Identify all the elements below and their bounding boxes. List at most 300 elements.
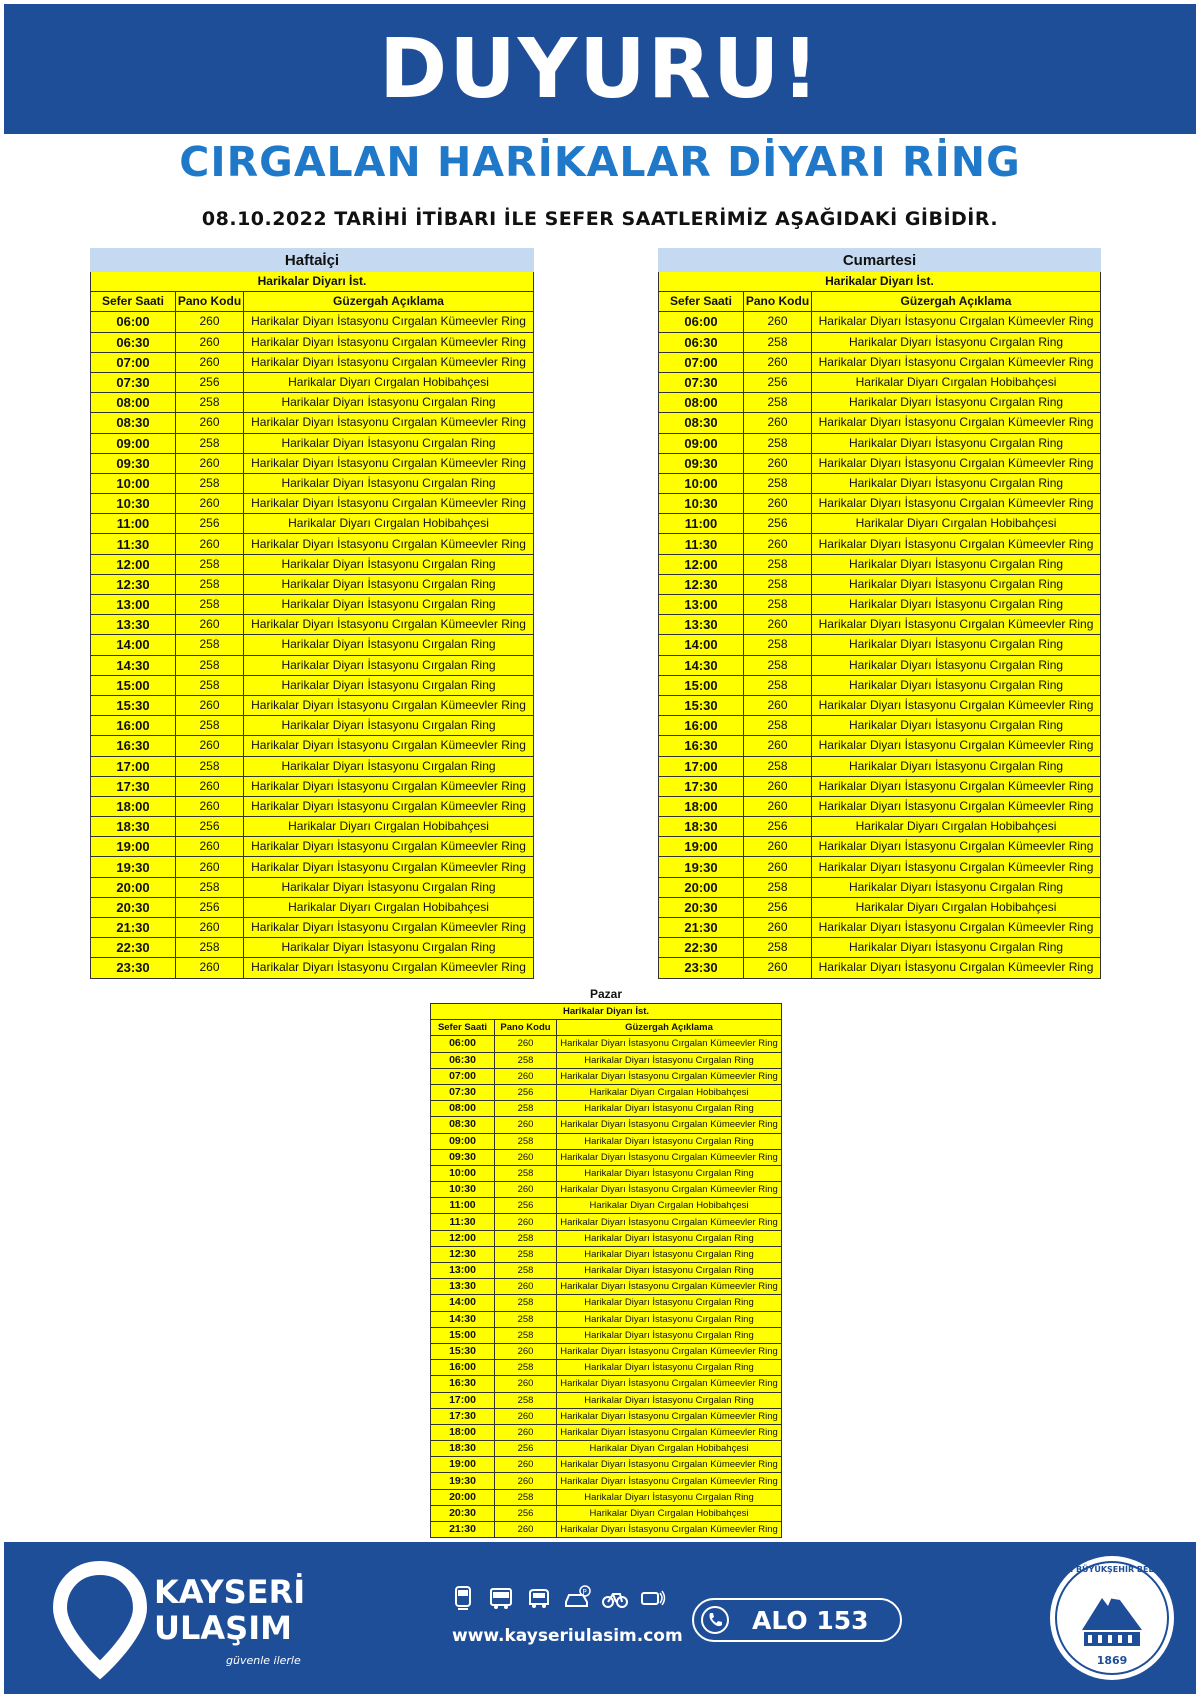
departure-time: 11:30: [91, 534, 176, 554]
table-row: [431, 1295, 782, 1311]
table-row: [431, 1036, 782, 1052]
board-code: 258: [495, 1165, 557, 1181]
route-description: Harikalar Diyarı İstasyonu Cırgalan Ring: [557, 1311, 782, 1327]
departure-time: 07:30: [431, 1084, 495, 1100]
board-code: 260: [495, 1068, 557, 1084]
board-code: 256: [744, 897, 812, 917]
route-description: Harikalar Diyarı İstasyonu Cırgalan Kümeevler Ring: [557, 1376, 782, 1392]
table-row: [91, 534, 534, 554]
header-board-code: Pano Kodu: [176, 292, 244, 312]
board-code: 260: [744, 796, 812, 816]
board-code: 258: [495, 1360, 557, 1376]
table-row: [659, 716, 1101, 736]
brand-tagline: güvenle ilerle: [226, 1654, 301, 1667]
route-description: Harikalar Diyarı İstasyonu Cırgalan Kümeevler Ring: [812, 776, 1101, 796]
departure-time: 20:30: [431, 1505, 495, 1521]
board-code: 260: [495, 1376, 557, 1392]
table-row: [91, 877, 534, 897]
board-code: 260: [495, 1457, 557, 1473]
departure-time: 07:00: [431, 1068, 495, 1084]
table-row: [659, 453, 1101, 473]
table-row: [659, 554, 1101, 574]
route-description: Harikalar Diyarı İstasyonu Cırgalan Ring: [812, 473, 1101, 493]
table-row: [431, 1279, 782, 1295]
route-description: Harikalar Diyarı İstasyonu Cırgalan Kümeevler Ring: [812, 958, 1101, 978]
route-description: Harikalar Diyarı İstasyonu Cırgalan Kümeevler Ring: [244, 796, 534, 816]
board-code: 258: [495, 1263, 557, 1279]
departure-time: 17:30: [431, 1408, 495, 1424]
route-description: Harikalar Diyarı İstasyonu Cırgalan Ring: [244, 574, 534, 594]
route-description: Harikalar Diyarı İstasyonu Cırgalan Kümeevler Ring: [557, 1408, 782, 1424]
route-description: Harikalar Diyarı İstasyonu Cırgalan Kümeevler Ring: [557, 1343, 782, 1359]
board-code: 258: [744, 433, 812, 453]
board-code: 260: [495, 1279, 557, 1295]
table-row: [431, 1505, 782, 1521]
route-description: Harikalar Diyarı Cırgalan Hobibahçesi: [244, 897, 534, 917]
route-description: Harikalar Diyarı Cırgalan Hobibahçesi: [244, 514, 534, 534]
departure-time: 22:30: [659, 938, 744, 958]
board-code: 256: [176, 897, 244, 917]
bicycle-icon: [601, 1584, 629, 1612]
table-row: [91, 574, 534, 594]
departure-time: 13:00: [659, 595, 744, 615]
route-description: Harikalar Diyarı İstasyonu Cırgalan Ring: [812, 938, 1101, 958]
table-row: [91, 433, 534, 453]
board-code: 256: [744, 372, 812, 392]
board-code: 258: [176, 655, 244, 675]
table-row: [659, 796, 1101, 816]
departure-time: 06:00: [91, 312, 176, 332]
board-code: 260: [176, 958, 244, 978]
board-code: 260: [176, 796, 244, 816]
board-code: 258: [176, 473, 244, 493]
route-description: Harikalar Diyarı İstasyonu Cırgalan Kümeevler Ring: [812, 312, 1101, 332]
header-departure-time: Sefer Saati: [91, 292, 176, 312]
departure-time: 11:30: [431, 1214, 495, 1230]
route-description: Harikalar Diyarı İstasyonu Cırgalan Ring: [812, 675, 1101, 695]
table-row: [431, 1263, 782, 1279]
board-code: 260: [744, 352, 812, 372]
board-code: 260: [176, 312, 244, 332]
board-code: 258: [495, 1392, 557, 1408]
departure-time: 16:30: [431, 1376, 495, 1392]
departure-time: 07:30: [659, 372, 744, 392]
table-row: [659, 756, 1101, 776]
route-description: Harikalar Diyarı İstasyonu Cırgalan Ring: [557, 1327, 782, 1343]
route-description: Harikalar Diyarı İstasyonu Cırgalan Ring: [812, 635, 1101, 655]
route-description: Harikalar Diyarı Cırgalan Hobibahçesi: [557, 1505, 782, 1521]
departure-time: 13:00: [431, 1263, 495, 1279]
route-description: Harikalar Diyarı İstasyonu Cırgalan Ring: [812, 393, 1101, 413]
board-code: 256: [495, 1441, 557, 1457]
table-row: [659, 938, 1101, 958]
board-code: 258: [495, 1133, 557, 1149]
table-row: [91, 837, 534, 857]
board-code: 258: [495, 1052, 557, 1068]
route-description: Harikalar Diyarı İstasyonu Cırgalan Kümeevler Ring: [812, 736, 1101, 756]
table-row: [659, 897, 1101, 917]
departure-time: 08:00: [431, 1101, 495, 1117]
board-code: 260: [176, 857, 244, 877]
table-row: [431, 1489, 782, 1505]
table-row: [91, 595, 534, 615]
route-description: Harikalar Diyarı İstasyonu Cırgalan Ring: [244, 655, 534, 675]
header-banner: [4, 4, 1196, 134]
table-row: [659, 433, 1101, 453]
board-code: 260: [495, 1408, 557, 1424]
station-row: [431, 1004, 782, 1020]
table-row: [431, 1441, 782, 1457]
table-row: [91, 897, 534, 917]
departure-time: 10:00: [431, 1165, 495, 1181]
station-label: Harikalar Diyarı İst.: [431, 1004, 782, 1020]
departure-time: 23:30: [659, 958, 744, 978]
departure-time: 09:00: [91, 433, 176, 453]
departure-time: 18:30: [659, 817, 744, 837]
board-code: 260: [495, 1036, 557, 1052]
board-code: 260: [176, 453, 244, 473]
table-row: [659, 615, 1101, 635]
board-code: 258: [744, 655, 812, 675]
header-departure-time: Sefer Saati: [431, 1020, 495, 1036]
header-route-description: Güzergah Açıklama: [557, 1020, 782, 1036]
route-description: Harikalar Diyarı İstasyonu Cırgalan Kümeevler Ring: [812, 796, 1101, 816]
board-code: 258: [176, 595, 244, 615]
table-row: [431, 1376, 782, 1392]
table-row: [91, 736, 534, 756]
column-header-row: [91, 292, 534, 312]
departure-time: 15:00: [659, 675, 744, 695]
board-code: 260: [495, 1424, 557, 1440]
table-row: [659, 595, 1101, 615]
route-description: Harikalar Diyarı İstasyonu Cırgalan Kümeevler Ring: [557, 1214, 782, 1230]
board-code: 258: [744, 938, 812, 958]
departure-time: 14:00: [91, 635, 176, 655]
departure-time: 11:00: [91, 514, 176, 534]
departure-time: 10:30: [91, 494, 176, 514]
departure-time: 10:00: [91, 473, 176, 493]
svg-text:KAYSERİ BÜYÜKŞEHİR BELEDİYESİ: KAYSERİ BÜYÜKŞEHİR BELEDİYESİ: [1035, 1565, 1189, 1574]
board-code: 260: [495, 1117, 557, 1133]
sunday-schedule-table: [430, 985, 782, 1538]
departure-time: 16:00: [431, 1360, 495, 1376]
route-title: CIRGALAN HARİKALAR DİYARI RİNG: [179, 138, 1021, 186]
table-row: [91, 312, 534, 332]
station-label: Harikalar Diyarı İst.: [91, 272, 534, 292]
table-row: [659, 574, 1101, 594]
route-description: Harikalar Diyarı İstasyonu Cırgalan Ring: [812, 716, 1101, 736]
table-row: [431, 1133, 782, 1149]
departure-time: 08:00: [91, 393, 176, 413]
hotline-badge[interactable]: [692, 1598, 902, 1642]
route-description: Harikalar Diyarı Cırgalan Hobibahçesi: [812, 817, 1101, 837]
table-row: [431, 1408, 782, 1424]
table-row: [659, 514, 1101, 534]
page-title: DUYURU!: [379, 21, 821, 117]
departure-time: 07:30: [91, 372, 176, 392]
table-row: [91, 918, 534, 938]
table-row: [91, 756, 534, 776]
table-row: [659, 918, 1101, 938]
board-code: 258: [744, 574, 812, 594]
board-code: 260: [744, 312, 812, 332]
board-code: 260: [744, 695, 812, 715]
table-row: [659, 473, 1101, 493]
route-description: Harikalar Diyarı İstasyonu Cırgalan Kümeevler Ring: [812, 695, 1101, 715]
table-row: [431, 1360, 782, 1376]
board-code: 258: [176, 675, 244, 695]
departure-time: 20:00: [91, 877, 176, 897]
route-description: Harikalar Diyarı İstasyonu Cırgalan Kümeevler Ring: [812, 413, 1101, 433]
departure-time: 20:00: [431, 1489, 495, 1505]
departure-time: 11:00: [431, 1198, 495, 1214]
table-row: [91, 817, 534, 837]
board-code: 256: [495, 1084, 557, 1100]
route-description: Harikalar Diyarı Cırgalan Hobibahçesi: [557, 1441, 782, 1457]
departure-time: 20:00: [659, 877, 744, 897]
board-code: 260: [176, 534, 244, 554]
departure-time: 12:00: [91, 554, 176, 574]
board-code: 260: [176, 736, 244, 756]
board-code: 260: [744, 534, 812, 554]
table-row: [431, 1214, 782, 1230]
departure-time: 20:30: [659, 897, 744, 917]
departure-time: 06:30: [431, 1052, 495, 1068]
board-code: 260: [744, 857, 812, 877]
route-description: Harikalar Diyarı İstasyonu Cırgalan Ring: [244, 473, 534, 493]
departure-time: 15:30: [659, 695, 744, 715]
table-row: [91, 554, 534, 574]
day-header-row: [431, 986, 782, 1004]
board-code: 258: [495, 1230, 557, 1246]
route-description: Harikalar Diyarı İstasyonu Cırgalan Kümeevler Ring: [244, 615, 534, 635]
route-description: Harikalar Diyarı İstasyonu Cırgalan Kümeevler Ring: [244, 453, 534, 473]
route-description: Harikalar Diyarı İstasyonu Cırgalan Kümeevler Ring: [244, 776, 534, 796]
route-description: Harikalar Diyarı İstasyonu Cırgalan Kümeevler Ring: [244, 857, 534, 877]
bus-icon: [487, 1584, 515, 1612]
departure-time: 21:30: [431, 1522, 495, 1538]
table-row: [91, 393, 534, 413]
departure-time: 23:30: [91, 958, 176, 978]
card-icon: [639, 1584, 667, 1612]
board-code: 260: [744, 736, 812, 756]
table-row: [91, 372, 534, 392]
route-description: Harikalar Diyarı İstasyonu Cırgalan Kümeevler Ring: [244, 918, 534, 938]
departure-time: 07:00: [91, 352, 176, 372]
route-description: Harikalar Diyarı İstasyonu Cırgalan Ring: [557, 1295, 782, 1311]
departure-time: 17:30: [659, 776, 744, 796]
table-row: [91, 857, 534, 877]
board-code: 256: [495, 1505, 557, 1521]
table-row: [659, 413, 1101, 433]
table-row: [91, 635, 534, 655]
route-description: Harikalar Diyarı İstasyonu Cırgalan Kümeevler Ring: [557, 1457, 782, 1473]
weekday-schedule-table: [90, 248, 534, 979]
board-code: 258: [495, 1295, 557, 1311]
board-code: 258: [176, 393, 244, 413]
departure-time: 19:00: [431, 1457, 495, 1473]
route-description: Harikalar Diyarı İstasyonu Cırgalan Ring: [557, 1360, 782, 1376]
day-label: Haftaİçi: [91, 249, 534, 272]
route-description: Harikalar Diyarı İstasyonu Cırgalan Kümeevler Ring: [812, 352, 1101, 372]
route-description: Harikalar Diyarı İstasyonu Cırgalan Ring: [244, 716, 534, 736]
route-description: Harikalar Diyarı İstasyonu Cırgalan Ring: [557, 1101, 782, 1117]
column-header-row: [431, 1020, 782, 1036]
board-code: 260: [495, 1149, 557, 1165]
board-code: 258: [176, 938, 244, 958]
departure-time: 06:30: [659, 332, 744, 352]
table-row: [91, 615, 534, 635]
header-departure-time: Sefer Saati: [659, 292, 744, 312]
departure-time: 19:00: [91, 837, 176, 857]
route-description: Harikalar Diyarı İstasyonu Cırgalan Kümeevler Ring: [557, 1522, 782, 1538]
board-code: 260: [744, 776, 812, 796]
departure-time: 12:00: [431, 1230, 495, 1246]
header-route-description: Güzergah Açıklama: [244, 292, 534, 312]
board-code: 260: [176, 352, 244, 372]
board-code: 258: [176, 716, 244, 736]
route-description: Harikalar Diyarı İstasyonu Cırgalan Kümeevler Ring: [812, 615, 1101, 635]
departure-time: 15:30: [431, 1343, 495, 1359]
route-description: Harikalar Diyarı İstasyonu Cırgalan Ring: [557, 1392, 782, 1408]
website-link[interactable]: www.kayseriulasim.com: [452, 1626, 683, 1646]
route-description: Harikalar Diyarı İstasyonu Cırgalan Ring: [557, 1263, 782, 1279]
board-code: 258: [176, 877, 244, 897]
route-description: Harikalar Diyarı İstasyonu Cırgalan Kümeevler Ring: [812, 918, 1101, 938]
route-description: Harikalar Diyarı İstasyonu Cırgalan Ring: [244, 595, 534, 615]
board-code: 258: [744, 675, 812, 695]
table-row: [91, 695, 534, 715]
route-description: Harikalar Diyarı İstasyonu Cırgalan Ring: [244, 433, 534, 453]
table-row: [659, 635, 1101, 655]
transport-icons: [449, 1584, 667, 1612]
departure-time: 19:30: [91, 857, 176, 877]
route-description: Harikalar Diyarı İstasyonu Cırgalan Kümeevler Ring: [244, 837, 534, 857]
board-code: 260: [744, 918, 812, 938]
departure-time: 14:30: [91, 655, 176, 675]
departure-time: 06:30: [91, 332, 176, 352]
route-description: Harikalar Diyarı İstasyonu Cırgalan Kümeevler Ring: [557, 1424, 782, 1440]
route-description: Harikalar Diyarı İstasyonu Cırgalan Ring: [557, 1052, 782, 1068]
table-row: [659, 534, 1101, 554]
departure-time: 13:30: [431, 1279, 495, 1295]
departure-time: 19:30: [431, 1473, 495, 1489]
svg-text:1869: 1869: [1096, 1654, 1128, 1667]
route-description: Harikalar Diyarı İstasyonu Cırgalan Ring: [557, 1489, 782, 1505]
route-description: Harikalar Diyarı İstasyonu Cırgalan Kümeevler Ring: [812, 534, 1101, 554]
departure-time: 17:00: [431, 1392, 495, 1408]
route-description: Harikalar Diyarı İstasyonu Cırgalan Ring: [244, 756, 534, 776]
table-row: [91, 453, 534, 473]
departure-time: 06:00: [659, 312, 744, 332]
table-row: [431, 1101, 782, 1117]
route-description: Harikalar Diyarı Cırgalan Hobibahçesi: [812, 514, 1101, 534]
departure-time: 18:00: [659, 796, 744, 816]
departure-time: 13:00: [91, 595, 176, 615]
table-row: [659, 655, 1101, 675]
board-code: 260: [744, 413, 812, 433]
table-row: [431, 1473, 782, 1489]
header-route-description: Güzergah Açıklama: [812, 292, 1101, 312]
board-code: 260: [744, 615, 812, 635]
departure-time: 19:00: [659, 837, 744, 857]
table-row: [431, 1084, 782, 1100]
table-row: [431, 1198, 782, 1214]
route-description: Harikalar Diyarı İstasyonu Cırgalan Kümeevler Ring: [812, 494, 1101, 514]
municipality-seal: [1035, 1554, 1189, 1682]
table-row: [91, 938, 534, 958]
table-row: [659, 857, 1101, 877]
route-description: Harikalar Diyarı İstasyonu Cırgalan Ring: [812, 332, 1101, 352]
table-row: [91, 675, 534, 695]
table-row: [91, 796, 534, 816]
board-code: 258: [495, 1311, 557, 1327]
hotline-number: ALO 153: [752, 1605, 869, 1635]
departure-time: 14:30: [431, 1311, 495, 1327]
table-row: [431, 1117, 782, 1133]
route-description: Harikalar Diyarı İstasyonu Cırgalan Ring: [812, 877, 1101, 897]
table-row: [91, 473, 534, 493]
table-row: [431, 1068, 782, 1084]
route-description: Harikalar Diyarı Cırgalan Hobibahçesi: [812, 897, 1101, 917]
departure-time: 12:00: [659, 554, 744, 574]
day-label: Cumartesi: [659, 249, 1101, 272]
board-code: 260: [176, 413, 244, 433]
route-description: Harikalar Diyarı İstasyonu Cırgalan Kümeevler Ring: [244, 332, 534, 352]
table-row: [659, 837, 1101, 857]
route-description: Harikalar Diyarı İstasyonu Cırgalan Kümeevler Ring: [557, 1117, 782, 1133]
route-description: Harikalar Diyarı İstasyonu Cırgalan Kümeevler Ring: [812, 837, 1101, 857]
location-pin-icon: [56, 1564, 144, 1674]
table-row: [91, 494, 534, 514]
footer-banner: [4, 1542, 1196, 1694]
departure-time: 14:00: [659, 635, 744, 655]
route-description: Harikalar Diyarı İstasyonu Cırgalan Kümeevler Ring: [244, 958, 534, 978]
board-code: 258: [744, 393, 812, 413]
departure-time: 09:30: [659, 453, 744, 473]
departure-time: 18:30: [431, 1441, 495, 1457]
departure-time: 08:30: [91, 413, 176, 433]
departure-time: 13:30: [659, 615, 744, 635]
departure-time: 14:30: [659, 655, 744, 675]
day-header-row: [91, 249, 534, 272]
board-code: 258: [744, 554, 812, 574]
route-description: Harikalar Diyarı İstasyonu Cırgalan Ring: [812, 433, 1101, 453]
table-row: [431, 1311, 782, 1327]
departure-time: 16:00: [91, 716, 176, 736]
departure-time: 10:30: [659, 494, 744, 514]
table-row: [431, 1052, 782, 1068]
table-row: [431, 1327, 782, 1343]
departure-time: 18:00: [431, 1424, 495, 1440]
departure-time: 16:00: [659, 716, 744, 736]
station-row: [91, 272, 534, 292]
route-description: Harikalar Diyarı Cırgalan Hobibahçesi: [557, 1198, 782, 1214]
table-row: [91, 716, 534, 736]
departure-time: 17:00: [659, 756, 744, 776]
route-description: Harikalar Diyarı İstasyonu Cırgalan Ring: [557, 1230, 782, 1246]
route-description: Harikalar Diyarı İstasyonu Cırgalan Ring: [812, 574, 1101, 594]
column-header-row: [659, 292, 1101, 312]
departure-time: 22:30: [91, 938, 176, 958]
table-row: [659, 695, 1101, 715]
board-code: 258: [176, 433, 244, 453]
board-code: 260: [495, 1522, 557, 1538]
table-row: [91, 776, 534, 796]
departure-time: 11:30: [659, 534, 744, 554]
table-row: [659, 776, 1101, 796]
route-description: Harikalar Diyarı İstasyonu Cırgalan Kümeevler Ring: [557, 1182, 782, 1198]
